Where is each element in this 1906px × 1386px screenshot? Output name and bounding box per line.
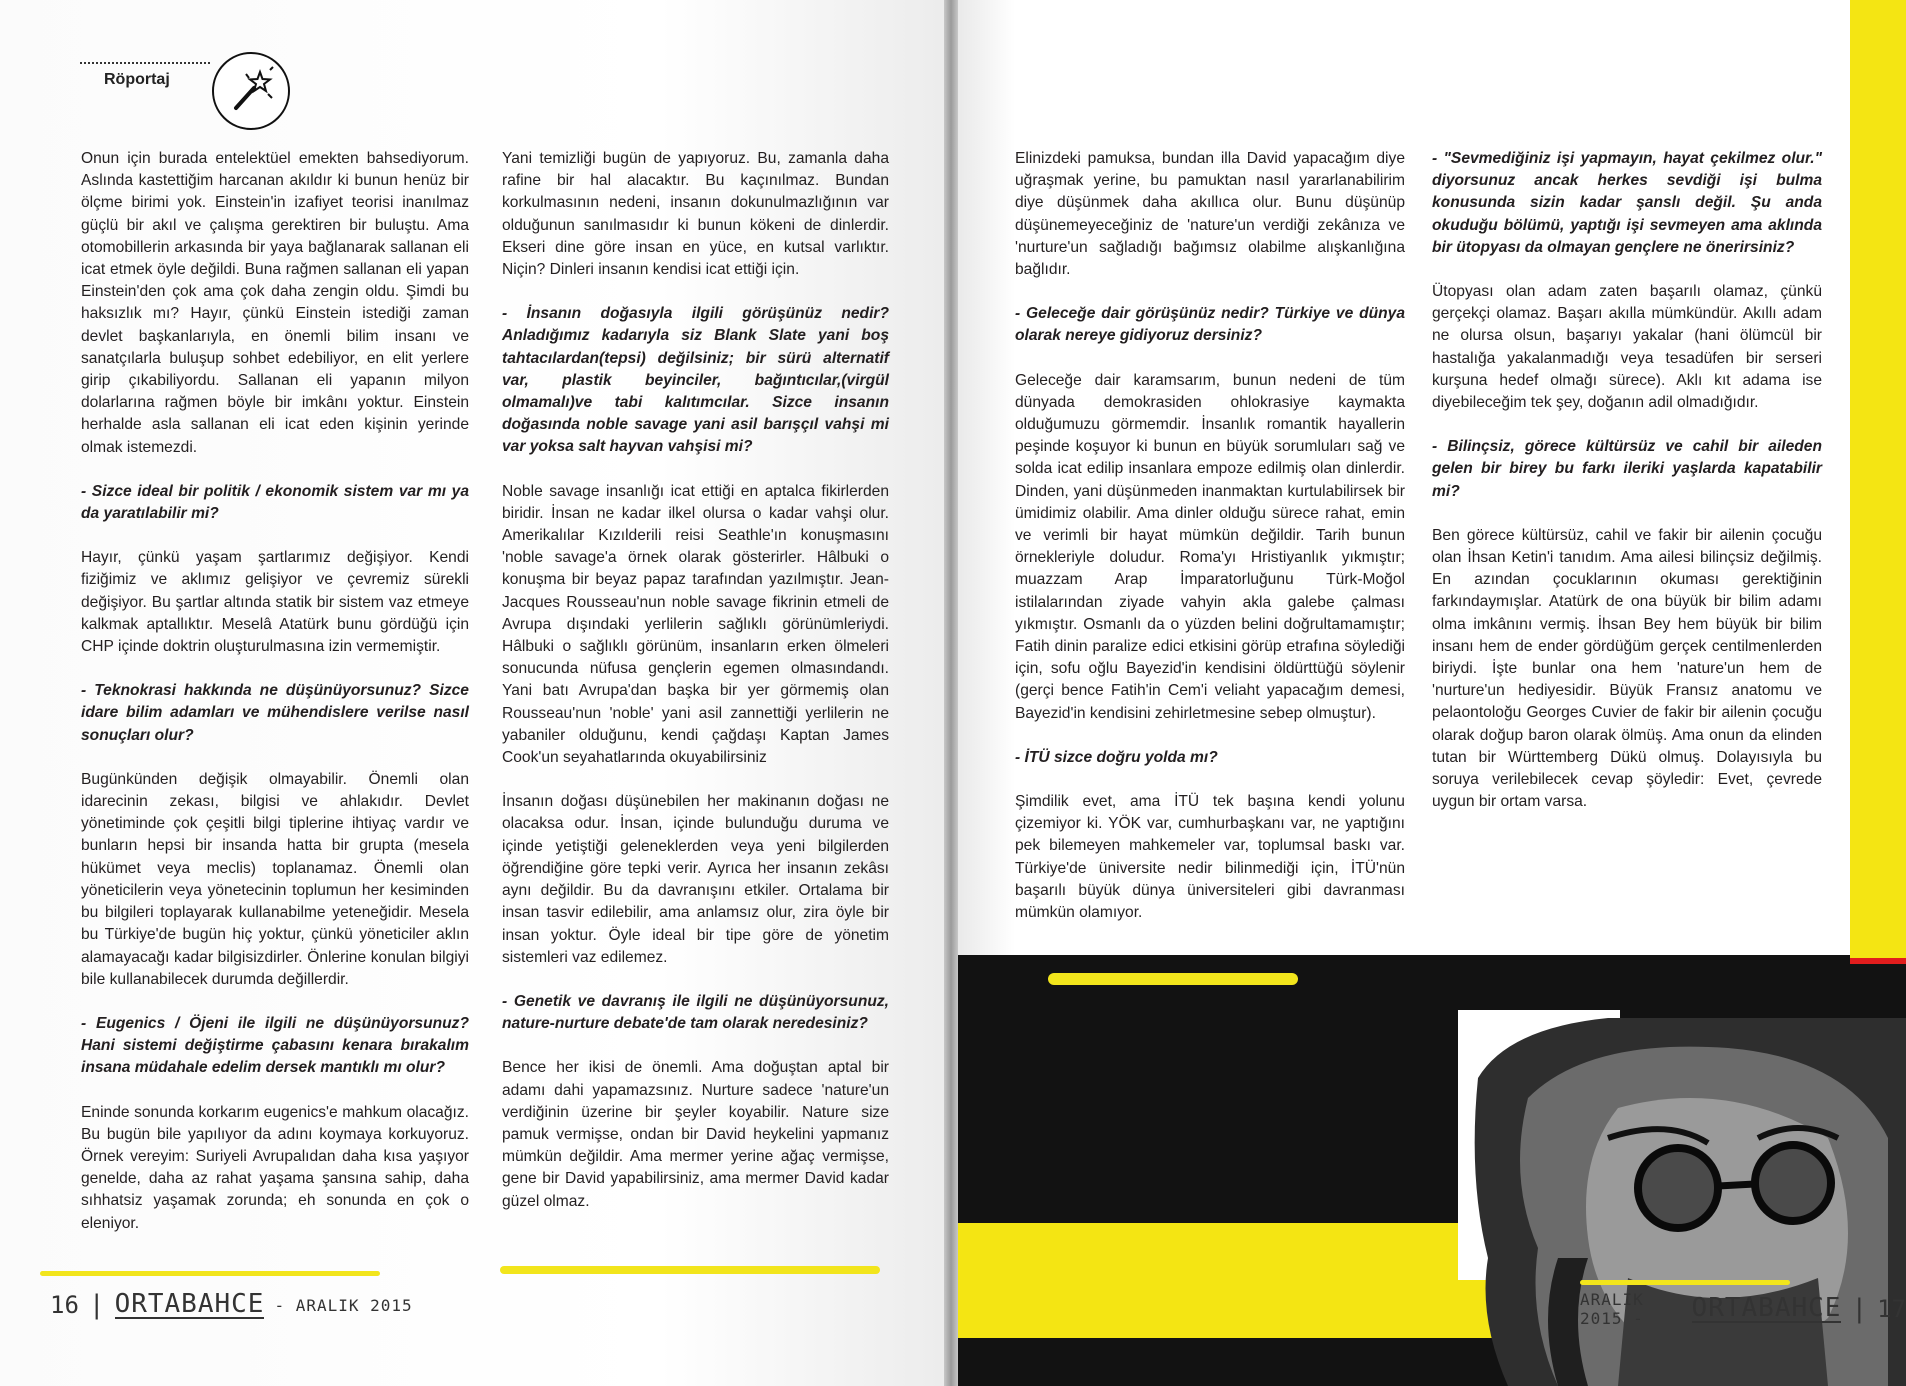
interview-question: - Teknokrasi hakkında ne düşünüyorsunuz? Sizce idare bilim adamları ve mühendislere verilse nasıl sonuçları olur? [81, 682, 469, 744]
page-number: 16 [50, 1291, 79, 1319]
interview-question: - Eugenics / Öjeni ile ilgili ne düşünüyorsunuz? Hani sistemi değiştirme çabasını kenara bırakalım insana müdahale edelim dersek mantıklı mı olur? [81, 1014, 469, 1077]
interview-answer: Yani temizliği bugün de yapıyoruz. Bu, zamanla daha rafine bir hal alacaktır. Bu kaçınılmaz. Bundan korkulmasının nedeni, insanın dokunulmazlığının var olduğunun sanılmasıdır ki bunun kökeni de dinlerdir. Ekseri dine göre insan en yüce, en kutsal varlıktır. Niçin? Dinleri insanın kendisi icat ettiği için. [502, 150, 889, 279]
interview-question: - Bilinçsiz, görece kültürsüz ve cahil bir aileden gelen bir birey bu farkı ileriki yaşlarda kapatabilir mi? [1432, 438, 1822, 500]
interview-answer: Bugünkünden değişik olmayabilir. Önemli olan idarecinin zekası, bilgisi ve ahlakıdır. Devlet yönetiminde çok çeşitli bilgi tiplerine ihtiyaç vardır ve bunların hepsi bir insanda hatta bir grupta (mesela hükümet veya meclis) toplanamaz. Önemli olan yöneticilerin veya yönetecinin toplumun her kesiminden bu bilgileri toplayarak kullanabilme yeteneğidir. Mesela bu Türkiye'de bugün hiç yoktur, çünkü yöneticiler aklın alamayacağı kadar bilgisizdirler. Önlerine konulan bilgiyi bile kullanabilecek durumda değillerdir. [81, 770, 469, 988]
interview-question: - Genetik ve davranış ile ilgili ne düşünüyorsunuz, nature-nurture debate'de tam olarak neredesiniz? [502, 992, 889, 1033]
right-column-2 [1432, 148, 1822, 835]
left-column-1 [81, 148, 469, 1257]
spine-gutter [944, 0, 958, 1386]
issue-date: - ARALIK 2015 [274, 1295, 413, 1315]
yellow-brush-stroke [40, 1271, 380, 1276]
interview-answer: İnsanın doğası düşünebilen her makinanın doğası ne olacaksa odur. İnsan, içinde bulunduğu duruma ve içinde yetiştiği geleneklerden veya yeni bilgilerden öğrendiğine göre tepki verir. Ayrıca her insanın zekâsı aynı değildir. Bu da davranışını etkiler. Ortalama bir insan tasvir edilebilir, ama anlamsız olur, zira öyle bir insan yoktur. Öyle ideal bir tipe göre de yönetim sistemleri vaz edilemez. [502, 793, 889, 966]
interview-question: - İTÜ sizce doğru yolda mı? [1015, 748, 1218, 766]
interview-answer: Hayır, çünkü yaşam şartlarımız değişiyor. Kendi fiziğimiz ve aklımız gelişiyor ve çevremiz sürekli değişiyor. Bu şartlar altında statik bir sistem vaz etmeye kalkmak aptallıktır. Meselâ Atatürk bunu gördüğü için CHP içinde doktrin oluşturulmasına izin vermemiştir. [81, 549, 469, 656]
yellow-side-strip [1850, 0, 1906, 958]
yellow-brush-stroke [1580, 1280, 1790, 1285]
section-tab [80, 62, 210, 98]
folio-separator: | [1851, 1294, 1868, 1324]
magazine-name: ORTABAHCE [1691, 1293, 1842, 1323]
section-label: Röportaj [104, 71, 170, 88]
issue-date: ARALIK 2015 - [1580, 1290, 1644, 1328]
right-folio [1570, 1290, 1906, 1328]
left-folio [50, 1290, 423, 1320]
folio-separator: | [88, 1290, 105, 1320]
magazine-name: ORTABAHCE [114, 1289, 265, 1319]
portrait-photo [1468, 1018, 1906, 1386]
interview-answer: Ben görece kültürsüz, cahil ve fakir bir ailenin çocuğu olan İhsan Ketin'i tanıdım. Ama ailesi bilinçsiz değilmiş. En azından çocuklarının okuması gerektiğinin farkındaymışlar. Atatürk de ona büyük bir bilim adamı olma imkânını vermiş. İhsan Bey hem büyük bir bilim insanı hem de ender gördüğüm gerçek centilmenlerden biriydi. İşte bunlar ona hem 'nature'un hem de 'nurture'un hediyesidir. Büyük Fransız anatomu ve pelaontoloğu Georges Cuvier de fakir bir ailenin çocuğu olarak doğup baron olarak ölmüş. Ama onun da elinden tutan bir Württemberg Dükü olmuş. Dolayısıyla bu soruya verilebilecek cevap şöyledir: Evet, çevrede uygun bir ortam varsa. [1432, 526, 1822, 811]
interview-question: - "Sevmediğiniz işi yapmayın, hayat çekilmez olur." diyorsunuz ancak herkes sevdiği işi bulma konusunda sizin kadar şanslı değil. Şu anda okuduğu bölümü, yaptığı işi sevmeyen ama aklında bir ütopyası da olmayan gençlere ne önerirsiniz? [1432, 150, 1822, 256]
page-number: 17 [1877, 1295, 1906, 1323]
left-page [0, 0, 944, 1386]
interview-answer: Geleceğe dair karamsarım, bunun nedeni de tüm dünyada demokrasiden ohlokrasiye kaymakta olduğumuzu görmemdir. İnsanlık romantik hayallerin peşinde koşuyor ki bunun en büyük sorumluları sağ ve solda icat edilip insanlara empoze edilmiş olan dinlerdir. Dinden, yani düşünmeden inanmaktan kurtulabilirsek bir ümidimiz olabilir. Ama dinler olduğu sürece rahat, emin ve verimli bir hayat mümkün değildir. Tarih bunun örnekleriyle doludur. Roma'yı Hristiyanlık yıkmıştır; muazzam Arap İmparatorluğunu Türk-Moğol istilalarından ziyade vahyin akla galebe çalması yıkmıştır. Osmanlı da o yüzden belini doğrultamamıştır; Fatih dinin paralize edici etkisini görüp etrafına söylediği için, sofu oğlu Bayezid'in kendisini öldürttüğü söylenir (gerçi bence Fatih'in Cem'i veliaht yapacağım demesi, Bayezid'in kendisini zehirletmesine sebep olmuştur). [1015, 371, 1405, 722]
red-accent-bar [1850, 958, 1906, 964]
interview-answer: Elinizdeki pamuksa, bundan illa David yapacağım diye uğraşmak yerine, bu pamuktan nasıl yararlanabilirim diye düşünmek daha akıllıca olur. Bunu düşünüp düşünemeyeceğiniz de 'nature'un verdiği zekânıza ve 'nurture'un sağladığı bağımsız olabilme alışkanlığına bağlıdır. [1015, 150, 1405, 279]
interview-question: - Sizce ideal bir politik / ekonomik sistem var mı ya da yaratılabilir mi? [81, 482, 469, 523]
interview-question: - İnsanın doğasıyla ilgili görüşünüz nedir? Anladığımız kadarıyla siz Blank Slate yani boş tahtacılardan(tepsi) değilsiniz; bir sürü alternatif var, plastik beyinciler, bağıntıcılar,(virgül olmamalı)ve tabi kalıtımcılar. Sizce insanın doğasında noble savage yani asil barışçıl vahşi mi var yoksa salt hayvan vahşisi mi? [502, 305, 889, 456]
magic-wand-icon [212, 52, 290, 130]
interview-question: - Geleceğe dair görüşünüz nedir? Türkiye ve dünya olarak nereye gidiyoruz dersiniz? [1015, 305, 1405, 345]
interview-answer: Şimdilik evet, ama İTÜ tek başına kendi yolunu çizemiyor ki. YÖK var, cumhurbaşkanı var, ne yaptığını pek bilemeyen mahkemeler var, toplumsal baskı var. Türkiye'de üniversite nedir bilinmediği için, İTÜ'nün başarılı büyük dünya üniversiteleri gibi davranması mümkün olamıyor. [1015, 793, 1405, 922]
right-column-1 [1015, 148, 1405, 946]
left-column-2 [502, 148, 889, 1235]
interview-answer: Onun için burada entelektüel emekten bahsediyorum. Aslında kastettiğim harcanan akıldır ki bunun henüz bir ölçme birimi yok. Einstein'in izafiyet teorisi inanılmaz güçlü bir akıl ve çalışma gerektiren bir buluştu. Ama otomobillerin arkasında bir yaya bağlanarak sallanan eli icat etmek öyle değildi. Buna rağmen sallanan eli yapan Einstein'den çok ama çok daha zengin oldu. Şimdi bu haksızlık mı? Hayır, çünkü Einstein istediği zaman devlet başkanlarıyla, en önemli bilim insanı ve sanatçılarla buluşup sohbet edebiliyor, en elit yerlere girip çıkabiliyordu. Sallanan eli yapanın milyon dolarlarına rağmen böyle bir imkânı yoktur. Einstein herhalde asla sallanan eli icat eden kişinin yerinde olmak istemezdi. [81, 150, 469, 456]
interview-answer: Bence her ikisi de önemli. Ama doğuştan aptal bir adamı dahi yapamazsınız. Nurture sadece 'nature'un verdiğinin üzerine bir şeyler koyabilir. Nature size pamuk vermişse, ondan bir David heykelini yapmanız mümkün değildir. Ama mermer yerine ağaç vermişse, gene bir David yapabilirsiniz, ama mermer David kadar güzel olmaz. [502, 1059, 889, 1210]
yellow-brush-stroke [500, 1266, 880, 1274]
interview-answer: Eninde sonunda korkarım eugenics'e mahkum olacağız. Bu bugün bile yapılıyor da adını koymaya korkuyoruz. Örnek vereyim: Suriyeli Avrupalıdan daha kısa yaşıyor genelde, daha az rahat yaşama şansına sahip, daha sıhhatsiz yaşamak zorunda; eh sonunda en çok o eleniyor. [81, 1103, 469, 1232]
yellow-brush-stroke [1048, 973, 1298, 985]
interview-answer: Ütopyası olan adam zaten başarılı olamaz, çünkü gerçekçi olamaz. Başarı akılla mümkündür. Akıllı adam ne olursa olsun, başarıyı yakalar (hani ölümcül bir hastalığa yakalanmadığı veya tesadüfen bir serseri kurşuna hedef olmağı sürece). Aklı kıt adama ise diyebileceğim tek şey, doğanın adil olmadığıdır. [1432, 283, 1822, 412]
interview-answer: Noble savage insanlığı icat ettiği en aptalca fikirlerden biridir. İnsan ne kadar ilkel olursa o kadar vahşi olur. Amerikalılar Kızılderili reisi Seathle'ın konuşmasını 'noble savage'a örnek olarak gösterirler. Hâlbuki o konuşma bir beyaz papaz tarafından yazılmıştır. Jean-Jacques Rousseau'nun noble savage fikrinin etmeli de Avrupa dışındaki yerlilerin sağlıklı görünümleriydi. Hâlbuki o sağlıklı görünüm, insanların erken ölmeleri sonucunda nüfusa gençlerin egemen olmasındandı. Yani batı Avrupa'dan başka bir yer görmemiş olan Rousseau'nun 'noble' yani asil zannettiği yerlilerin ne yabaniler olduğunu, kendi çağdaşı Kaptan James Cook'un seyahatlarında okuyabilirsiniz [502, 482, 889, 767]
